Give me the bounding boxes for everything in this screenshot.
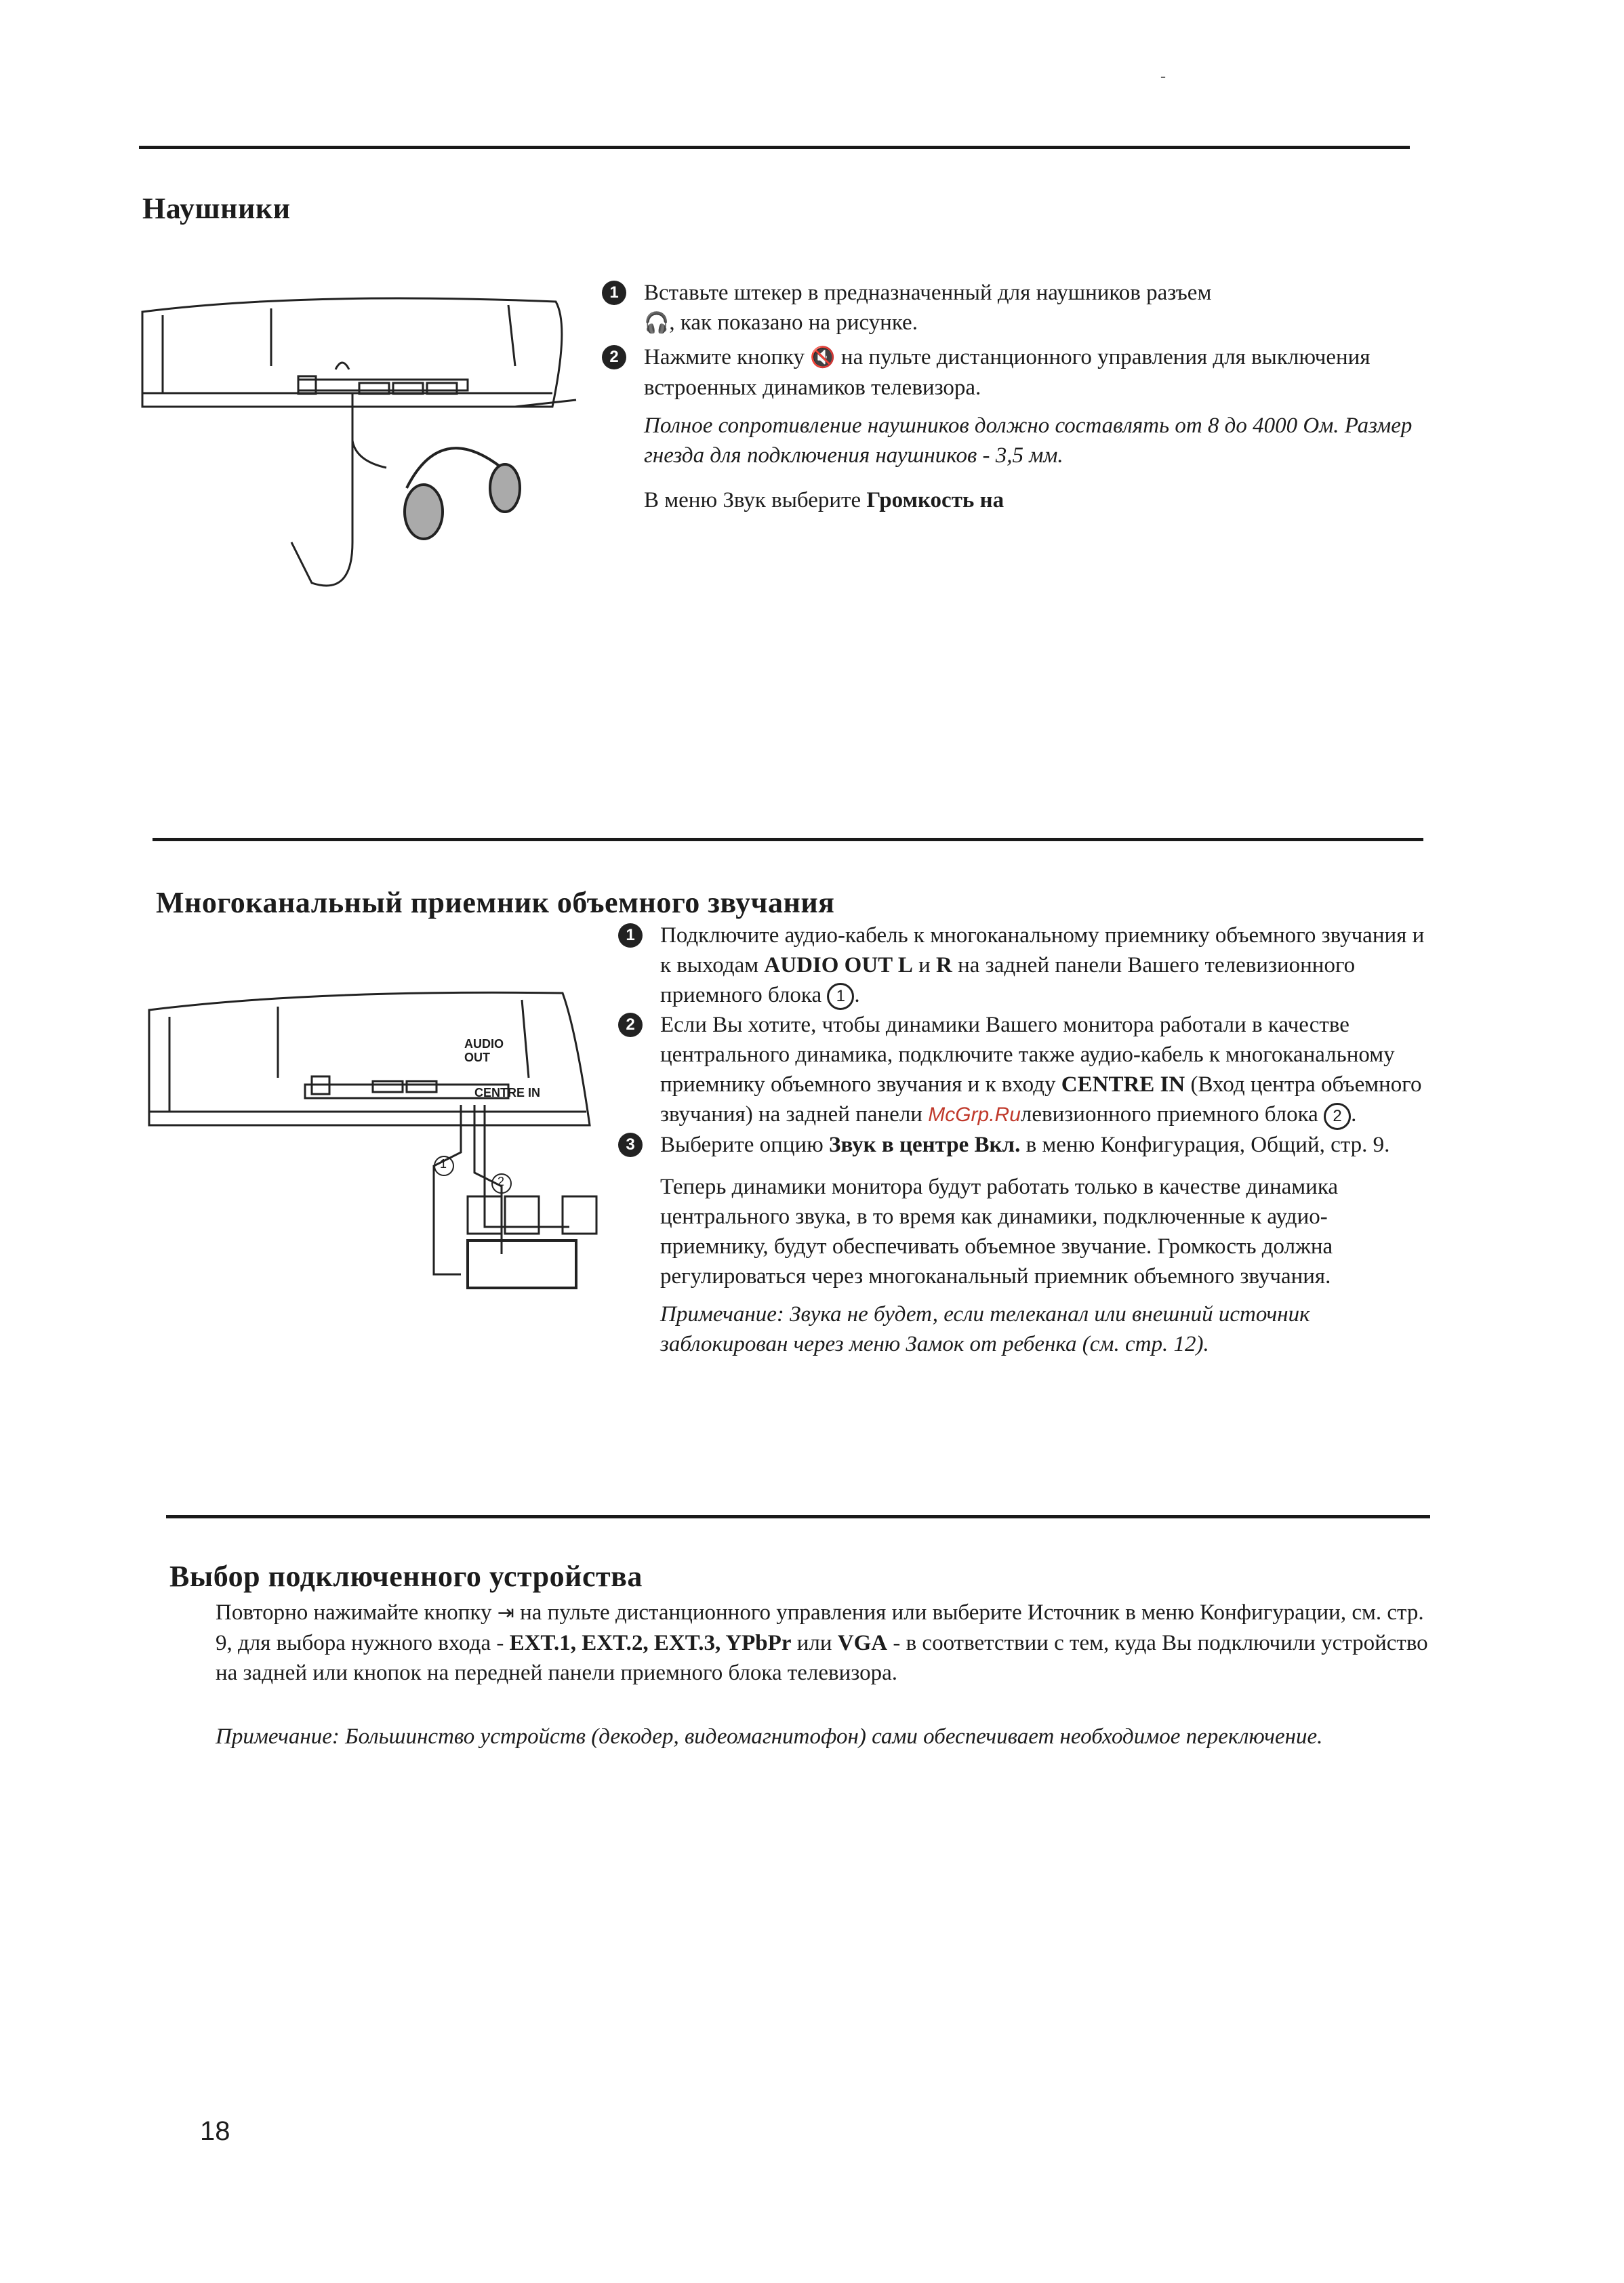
step-3: 3 Выберите опцию Звук в центре Вкл. в меню Конфигурация, Общий, стр. 9. [618, 1130, 1425, 1160]
section-rule [153, 838, 1423, 841]
fig-label-centre-in: CENTRE IN [474, 1086, 541, 1099]
surround-note: Примечание: Звука не будет, если телеканал или внешний источник заблокирован через меню Замок от ребенка (см. стр. 12). [660, 1302, 1310, 1357]
step-number-3: 3 [618, 1133, 643, 1157]
section-rule [139, 146, 1410, 149]
fig-label-1: 1 [440, 1157, 447, 1171]
surround-steps [618, 921, 1425, 1359]
surround-paragraph: Теперь динамики монитора будут работать только в качестве динамика центрального звука, в то время как динамики, подключенные к аудио-приемнику, будут обеспечивать объемное звучание. Громкость должна регулироваться через многоканальный приемник объемного звучания. [660, 1175, 1339, 1289]
section-title-source: Выбор подключенного устройства [169, 1560, 643, 1593]
stray-mark: - [1160, 68, 1166, 85]
step-number-2: 2 [618, 1013, 643, 1037]
surround-connection-figure [142, 969, 603, 1322]
step-number-1: 1 [602, 281, 626, 305]
circled-number-1: 1 [827, 983, 854, 1010]
headphones-menu-text: В меню Звук выберите Громкость на [644, 488, 1004, 512]
step-number-2: 2 [602, 345, 626, 369]
headphones-connection-figure [136, 285, 596, 610]
section-title-headphones: Наушники [142, 192, 291, 225]
headphones-icon: 🎧 [644, 311, 670, 335]
section-title-surround: Многоканальный приемник объемного звучания [156, 886, 835, 919]
step-2: 2 Если Вы хотите, чтобы динамики Вашего монитора работали в качестве центрального динамика, подключите также аудио-кабель к многоканальному приемнику объемного звучания и к входу CENTRE IN (Вход центра объемного звучания) на задней панели McGrp.Ruлевизионного приемного блока 2 . [618, 1010, 1425, 1130]
section-rule [166, 1515, 1430, 1518]
step-1: 1 Вставьте штекер в предназначенный для наушников разъем 🎧, как показано на рисунке. [602, 278, 1415, 338]
circled-number-2: 2 [1324, 1103, 1351, 1130]
step-2: 2 Нажмите кнопку 🔇 на пульте дистанционного управления для выключения встроенных динамиков телевизора. [602, 342, 1415, 403]
source-note: Примечание: Большинство устройств (декодер, видеомагнитофон) сами обеспечивает необходимое переключение. [216, 1724, 1323, 1749]
fig-label-2: 2 [498, 1175, 505, 1188]
page-number: 18 [200, 2116, 230, 2146]
watermark: McGrp.Ru [928, 1104, 1021, 1127]
headphones-steps [602, 278, 1415, 515]
headphones-note: Полное сопротивление наушников должно составлять от 8 до 4000 Ом. Размер гнезда для подключения наушников - 3,5 мм. [644, 413, 1413, 468]
source-button-icon: ⇥ [497, 1601, 514, 1625]
source-paragraph: Повторно нажимайте кнопку ⇥ на пульте дистанционного управления или выберите Источник в меню Конфигурации, см. стр. 9, для выбора нужного входа - EXT.1, EXT.2, EXT.3, YPbPr или VGA - в соответствии с тем, куда Вы подключили устройство на задней или кнопок на передней панели приемного блока телевизора. [216, 1600, 1428, 1685]
fig-label-audio-out: AUDIO OUT [464, 1037, 504, 1064]
step-1: 1 Подключите аудио-кабель к многоканальному приемнику объемного звучания и к выходам AUDIO OUT L и R на задней панели Вашего телевизионного приемного блока 1 . [618, 921, 1425, 1010]
step-number-1: 1 [618, 923, 643, 948]
mute-icon: 🔇 [810, 346, 836, 369]
